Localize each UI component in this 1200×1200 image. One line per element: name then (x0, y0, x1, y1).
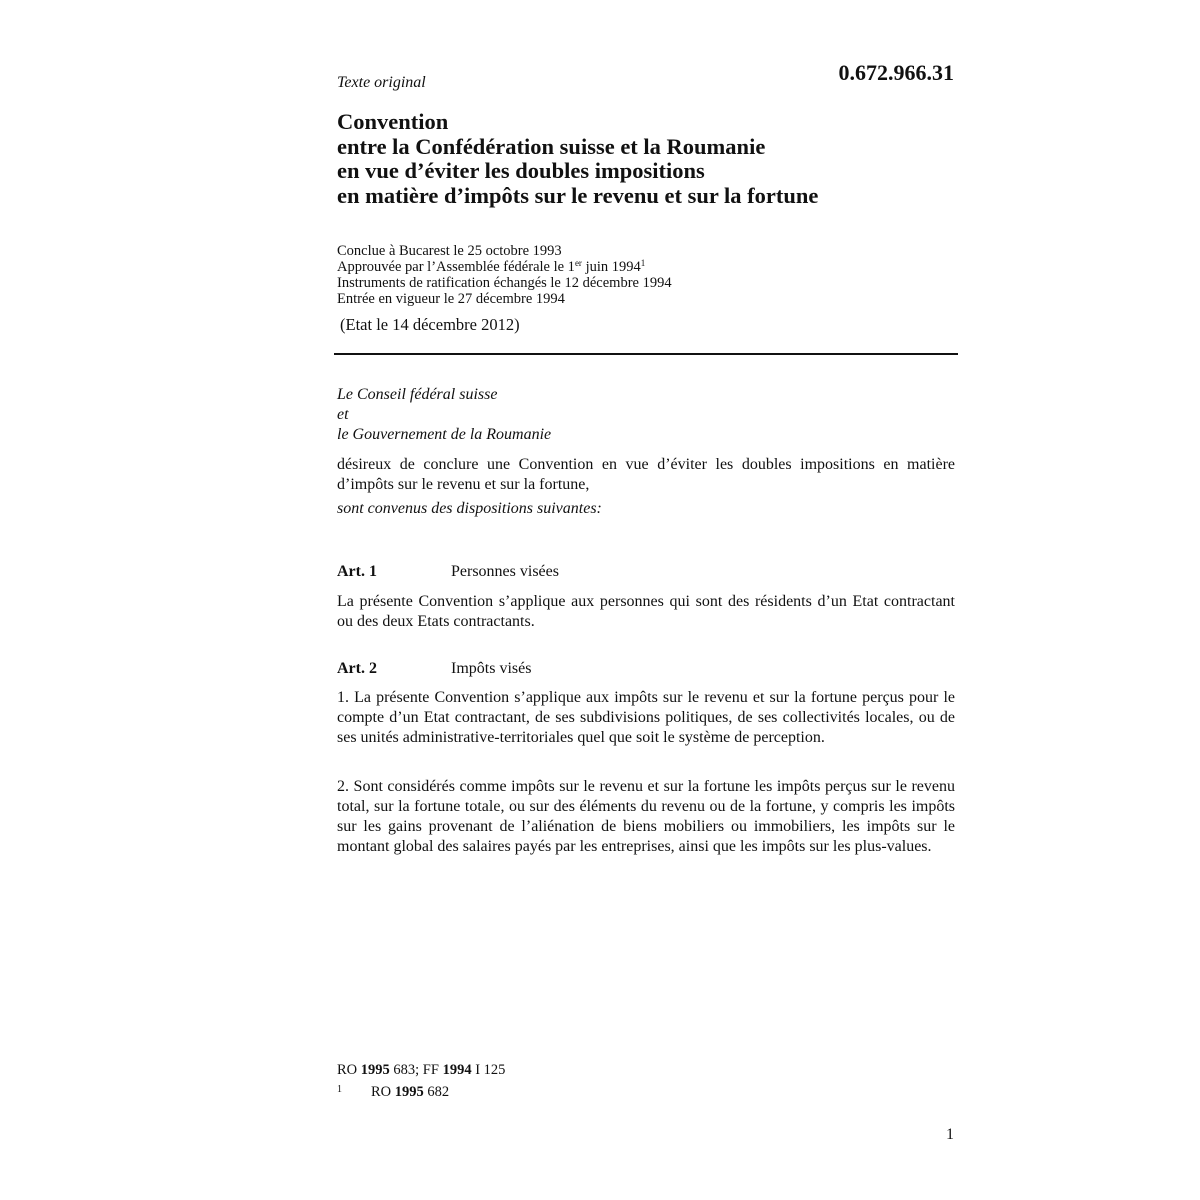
title-line: Convention (337, 109, 449, 134)
entry-into-force-date: Entrée en vigueur le 27 décembre 1994 (337, 291, 565, 307)
source-ff-page: I 125 (471, 1062, 506, 1078)
article-number: Art. 2 (337, 660, 377, 677)
article-2-heading (337, 660, 531, 678)
party-switzerland: Le Conseil fédéral suisse (337, 386, 498, 403)
approved-suffix: juin 1994 (581, 259, 641, 275)
article-title: Personnes visées (451, 563, 559, 580)
ratification-date: Instruments de ratification échangés le 12 décembre 1994 (337, 275, 672, 291)
party-romania: le Gouvernement de la Roumanie (337, 426, 552, 443)
footnotes (337, 1060, 505, 1102)
footnote-mark: 1 (337, 1084, 342, 1095)
preamble-desire: désireux de conclure une Convention en vue d’éviter les doubles impositions en matière d’impôts sur le revenu et sur la fortune, (337, 456, 955, 493)
article-title: Impôts visés (451, 660, 532, 677)
ordinal-superscript: er (574, 258, 582, 268)
footnote-1 (337, 1080, 505, 1102)
source-ff-year: 1994 (442, 1062, 472, 1078)
source-reference (337, 1060, 505, 1080)
title-line: en matière d’impôts sur le revenu et sur la fortune (337, 182, 819, 208)
concluded-date: Conclue à Bucarest le 25 octobre 1993 (337, 243, 562, 259)
article-2-paragraph-1: 1. La présente Convention s’applique aux impôts sur le revenu et sur la fortune perçus pour le compte d’un Etat contractant, de ses subdivisions politiques, de ses collectivités locales, ou de ses unités administrative-territoriales quel que soit le système de perception. (337, 689, 955, 746)
title-line: entre la Confédération suisse et la Roumanie (337, 133, 766, 159)
article-1-paragraph: La présente Convention s’applique aux personnes qui sont des résidents d’un Etat contractant ou des deux Etats contractants. (337, 593, 955, 630)
title-line: en vue d’éviter les doubles impositions (337, 158, 705, 183)
contracting-parties (337, 385, 551, 445)
status-date: (Etat le 14 décembre 2012) (340, 315, 520, 334)
approved-prefix: Approuvée par l’Assemblée fédérale le 1 (337, 259, 575, 275)
footnote-page: 682 (423, 1084, 450, 1100)
page-number: 1 (946, 1126, 954, 1143)
document-metadata (337, 243, 672, 307)
document-title (337, 110, 818, 208)
approved-date (337, 259, 672, 275)
party-conjunction: et (337, 406, 349, 423)
source-ro-prefix: RO (337, 1062, 361, 1078)
article-number: Art. 1 (337, 563, 377, 580)
sr-number: 0.672.966.31 (838, 60, 954, 85)
preamble-agreed: sont convenus des dispositions suivantes: (337, 500, 602, 517)
footnote-year: 1995 (394, 1084, 424, 1100)
footnote-reference[interactable]: 1 (640, 258, 646, 268)
header-divider (334, 353, 958, 355)
article-1-heading (337, 563, 559, 581)
article-2-paragraph-2: 2. Sont considérés comme impôts sur le revenu et sur la fortune les impôts perçus sur le revenu total, sur la fortune totale, ou sur des éléments du revenu ou de la fortune, y compris les impôts sur les gains provenant de l’aliénation de biens mobiliers ou immobiliers, les impôts sur le montant global des salaires payés par les entreprises, ainsi que les impôts sur les plus-values. (337, 778, 955, 855)
original-text-label: Texte original (337, 74, 426, 91)
source-ro-page: 683; FF (389, 1062, 443, 1078)
footnote-prefix: RO (371, 1084, 395, 1100)
source-ro-year: 1995 (360, 1062, 390, 1078)
